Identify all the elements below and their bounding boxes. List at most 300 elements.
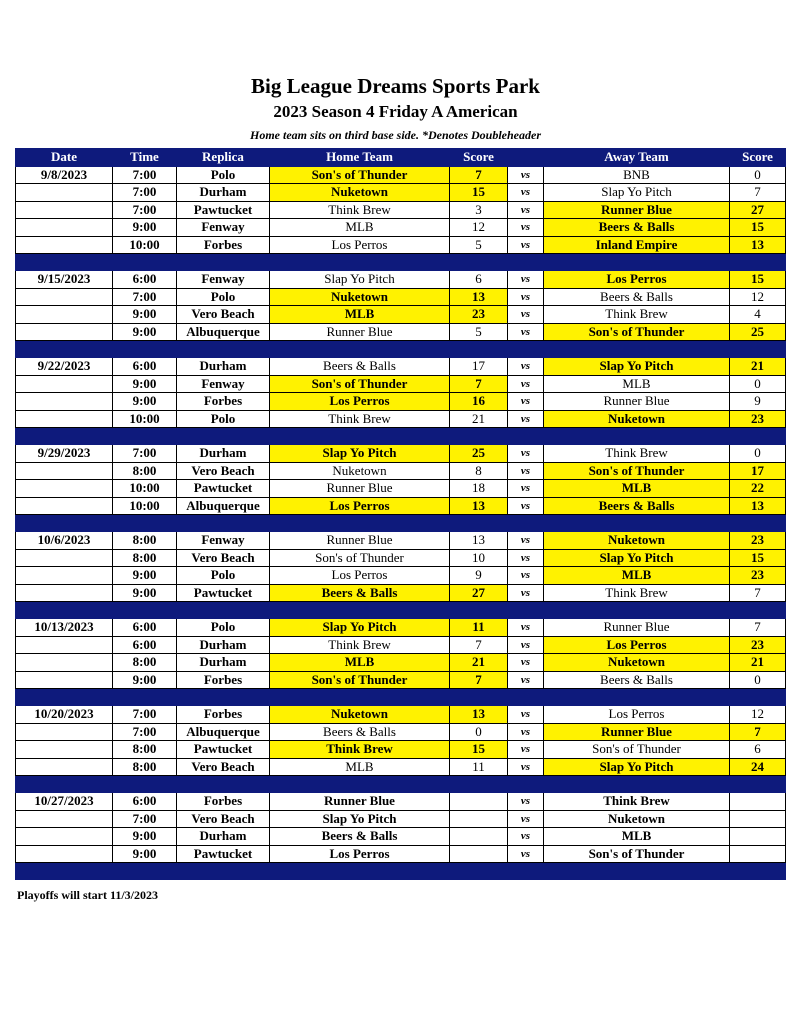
home-team: Slap Yo Pitch — [270, 619, 450, 637]
game-time: 8:00 — [113, 741, 177, 759]
home-score: 11 — [450, 758, 508, 776]
week-separator — [16, 428, 786, 445]
table-row — [16, 584, 786, 602]
away-team: Beers & Balls — [544, 219, 730, 237]
game-date-empty — [16, 393, 113, 411]
field-replica: Forbes — [177, 236, 270, 254]
away-team: Beers & Balls — [544, 497, 730, 515]
home-score: 13 — [450, 706, 508, 724]
field-replica: Polo — [177, 410, 270, 428]
game-time: 9:00 — [113, 306, 177, 324]
col-header-date: Date — [16, 149, 113, 167]
field-replica: Polo — [177, 288, 270, 306]
table-row — [16, 567, 786, 585]
vs-label: vs — [508, 828, 544, 846]
table-row — [16, 201, 786, 219]
away-team: Slap Yo Pitch — [544, 358, 730, 376]
game-date-empty — [16, 375, 113, 393]
away-score: 12 — [730, 288, 786, 306]
table-row — [16, 845, 786, 863]
field-replica: Fenway — [177, 271, 270, 289]
table-row — [16, 323, 786, 341]
home-score: 13 — [450, 497, 508, 515]
vs-label: vs — [508, 497, 544, 515]
away-score: 7 — [730, 584, 786, 602]
field-replica: Forbes — [177, 706, 270, 724]
home-score — [450, 793, 508, 811]
field-replica: Fenway — [177, 375, 270, 393]
away-team: Son's of Thunder — [544, 845, 730, 863]
vs-label: vs — [508, 306, 544, 324]
vs-label: vs — [508, 410, 544, 428]
away-score: 0 — [730, 445, 786, 463]
away-score: 25 — [730, 323, 786, 341]
field-replica: Forbes — [177, 393, 270, 411]
game-date-empty — [16, 549, 113, 567]
table-row — [16, 166, 786, 184]
home-score: 5 — [450, 236, 508, 254]
vs-label: vs — [508, 567, 544, 585]
home-score: 15 — [450, 184, 508, 202]
vs-label: vs — [508, 219, 544, 237]
week-separator — [16, 341, 786, 358]
home-team: MLB — [270, 219, 450, 237]
game-time: 9:00 — [113, 584, 177, 602]
home-score: 7 — [450, 375, 508, 393]
game-date-empty — [16, 636, 113, 654]
home-score: 7 — [450, 166, 508, 184]
away-score: 12 — [730, 706, 786, 724]
table-row — [16, 375, 786, 393]
table-row — [16, 288, 786, 306]
away-score: 4 — [730, 306, 786, 324]
home-score: 8 — [450, 462, 508, 480]
field-replica: Durham — [177, 445, 270, 463]
away-score: 0 — [730, 375, 786, 393]
game-time: 6:00 — [113, 619, 177, 637]
game-time: 8:00 — [113, 758, 177, 776]
home-score: 27 — [450, 584, 508, 602]
home-team: Think Brew — [270, 636, 450, 654]
away-team: Runner Blue — [544, 201, 730, 219]
away-team: Runner Blue — [544, 723, 730, 741]
field-replica: Pawtucket — [177, 201, 270, 219]
vs-label: vs — [508, 288, 544, 306]
home-score: 5 — [450, 323, 508, 341]
game-date-empty — [16, 671, 113, 689]
game-date-empty — [16, 184, 113, 202]
game-date-empty — [16, 201, 113, 219]
field-replica: Durham — [177, 184, 270, 202]
home-team: Slap Yo Pitch — [270, 810, 450, 828]
vs-label: vs — [508, 184, 544, 202]
home-team: Nuketown — [270, 462, 450, 480]
page-title: Big League Dreams Sports Park — [251, 74, 540, 98]
away-score: 23 — [730, 567, 786, 585]
vs-label: vs — [508, 741, 544, 759]
away-team: Los Perros — [544, 271, 730, 289]
field-replica: Durham — [177, 358, 270, 376]
away-score: 23 — [730, 636, 786, 654]
game-time: 7:00 — [113, 201, 177, 219]
away-team: Runner Blue — [544, 393, 730, 411]
home-score: 13 — [450, 288, 508, 306]
home-team: Beers & Balls — [270, 358, 450, 376]
col-header-replica: Replica — [177, 149, 270, 167]
home-score: 12 — [450, 219, 508, 237]
home-team: Beers & Balls — [270, 828, 450, 846]
table-row — [16, 497, 786, 515]
game-date: 9/8/2023 — [16, 166, 113, 184]
vs-label: vs — [508, 462, 544, 480]
away-score: 6 — [730, 741, 786, 759]
away-score — [730, 828, 786, 846]
home-score: 18 — [450, 480, 508, 498]
away-score: 7 — [730, 619, 786, 637]
home-score: 13 — [450, 532, 508, 550]
away-team: Nuketown — [544, 410, 730, 428]
vs-label: vs — [508, 236, 544, 254]
away-score: 23 — [730, 410, 786, 428]
home-team: Beers & Balls — [270, 723, 450, 741]
home-team: Slap Yo Pitch — [270, 445, 450, 463]
home-team: Nuketown — [270, 288, 450, 306]
away-score: 0 — [730, 166, 786, 184]
table-row — [16, 271, 786, 289]
game-time: 6:00 — [113, 636, 177, 654]
table-row — [16, 184, 786, 202]
table-row — [16, 723, 786, 741]
away-team: BNB — [544, 166, 730, 184]
away-team: Son's of Thunder — [544, 462, 730, 480]
away-team: Nuketown — [544, 810, 730, 828]
away-score — [730, 810, 786, 828]
home-score: 15 — [450, 741, 508, 759]
home-team: Think Brew — [270, 201, 450, 219]
away-score: 22 — [730, 480, 786, 498]
game-time: 9:00 — [113, 845, 177, 863]
season-subtitle: 2023 Season 4 Friday A American — [273, 102, 518, 121]
field-replica: Durham — [177, 828, 270, 846]
col-header-away-score: Score — [730, 149, 786, 167]
away-team: Son's of Thunder — [544, 741, 730, 759]
home-team: Nuketown — [270, 706, 450, 724]
vs-label: vs — [508, 636, 544, 654]
table-row — [16, 636, 786, 654]
away-team: Think Brew — [544, 584, 730, 602]
field-replica: Albuquerque — [177, 497, 270, 515]
game-date: 10/20/2023 — [16, 706, 113, 724]
week-separator — [16, 863, 786, 880]
vs-label: vs — [508, 810, 544, 828]
table-row — [16, 532, 786, 550]
field-replica: Pawtucket — [177, 845, 270, 863]
game-date: 9/15/2023 — [16, 271, 113, 289]
game-date: 10/6/2023 — [16, 532, 113, 550]
home-score: 23 — [450, 306, 508, 324]
game-date: 10/13/2023 — [16, 619, 113, 637]
field-replica: Albuquerque — [177, 723, 270, 741]
home-score: 17 — [450, 358, 508, 376]
vs-label: vs — [508, 845, 544, 863]
away-team: Think Brew — [544, 793, 730, 811]
home-team: Nuketown — [270, 184, 450, 202]
away-score: 21 — [730, 358, 786, 376]
table-row — [16, 236, 786, 254]
game-date: 10/27/2023 — [16, 793, 113, 811]
game-date-empty — [16, 810, 113, 828]
vs-label: vs — [508, 480, 544, 498]
table-row — [16, 445, 786, 463]
game-time: 10:00 — [113, 497, 177, 515]
field-replica: Fenway — [177, 532, 270, 550]
away-score: 23 — [730, 532, 786, 550]
vs-label: vs — [508, 723, 544, 741]
field-replica: Vero Beach — [177, 462, 270, 480]
game-time: 6:00 — [113, 793, 177, 811]
home-score: 3 — [450, 201, 508, 219]
game-date-empty — [16, 288, 113, 306]
home-team: Think Brew — [270, 410, 450, 428]
away-team: Slap Yo Pitch — [544, 758, 730, 776]
table-row — [16, 810, 786, 828]
game-date-empty — [16, 410, 113, 428]
home-score: 16 — [450, 393, 508, 411]
home-team: Los Perros — [270, 497, 450, 515]
vs-label: vs — [508, 271, 544, 289]
away-team: Nuketown — [544, 532, 730, 550]
home-team: MLB — [270, 654, 450, 672]
home-team: Runner Blue — [270, 532, 450, 550]
vs-label: vs — [508, 549, 544, 567]
field-replica: Pawtucket — [177, 741, 270, 759]
home-team: Los Perros — [270, 845, 450, 863]
vs-label: vs — [508, 532, 544, 550]
vs-label: vs — [508, 358, 544, 376]
away-team: Beers & Balls — [544, 288, 730, 306]
field-replica: Pawtucket — [177, 480, 270, 498]
home-team: MLB — [270, 306, 450, 324]
table-row — [16, 393, 786, 411]
game-time: 7:00 — [113, 810, 177, 828]
away-score: 27 — [730, 201, 786, 219]
field-replica: Fenway — [177, 219, 270, 237]
game-time: 7:00 — [113, 166, 177, 184]
vs-label: vs — [508, 393, 544, 411]
week-separator — [16, 689, 786, 706]
table-row — [16, 793, 786, 811]
away-score: 9 — [730, 393, 786, 411]
away-score: 15 — [730, 271, 786, 289]
field-replica: Vero Beach — [177, 306, 270, 324]
table-row — [16, 410, 786, 428]
home-score: 0 — [450, 723, 508, 741]
home-team: Los Perros — [270, 567, 450, 585]
game-time: 9:00 — [113, 219, 177, 237]
game-date-empty — [16, 845, 113, 863]
col-header-away-team: Away Team — [544, 149, 730, 167]
game-time: 8:00 — [113, 462, 177, 480]
game-time: 6:00 — [113, 358, 177, 376]
field-replica: Durham — [177, 654, 270, 672]
game-date-empty — [16, 584, 113, 602]
field-replica: Forbes — [177, 671, 270, 689]
home-score: 25 — [450, 445, 508, 463]
field-replica: Vero Beach — [177, 758, 270, 776]
table-row — [16, 706, 786, 724]
home-team: Son's of Thunder — [270, 671, 450, 689]
game-time: 9:00 — [113, 323, 177, 341]
home-score: 11 — [450, 619, 508, 637]
away-team: Slap Yo Pitch — [544, 549, 730, 567]
game-date-empty — [16, 497, 113, 515]
field-replica: Polo — [177, 619, 270, 637]
game-date-empty — [16, 323, 113, 341]
game-date-empty — [16, 219, 113, 237]
game-time: 9:00 — [113, 828, 177, 846]
game-time: 6:00 — [113, 271, 177, 289]
away-team: Think Brew — [544, 445, 730, 463]
game-time: 8:00 — [113, 654, 177, 672]
game-date-empty — [16, 236, 113, 254]
away-score — [730, 845, 786, 863]
home-team: Los Perros — [270, 236, 450, 254]
game-date-empty — [16, 758, 113, 776]
game-date-empty — [16, 480, 113, 498]
away-team: Son's of Thunder — [544, 323, 730, 341]
table-row — [16, 480, 786, 498]
table-row — [16, 741, 786, 759]
vs-label: vs — [508, 793, 544, 811]
home-team-note: Home team sits on third base side. *Denotes Doubleheader — [250, 128, 541, 142]
home-team: Think Brew — [270, 741, 450, 759]
field-replica: Vero Beach — [177, 810, 270, 828]
away-score — [730, 793, 786, 811]
home-score: 10 — [450, 549, 508, 567]
vs-label: vs — [508, 201, 544, 219]
home-score: 9 — [450, 567, 508, 585]
away-score: 15 — [730, 549, 786, 567]
week-separator — [16, 776, 786, 793]
away-team: MLB — [544, 828, 730, 846]
field-replica: Forbes — [177, 793, 270, 811]
away-team: Runner Blue — [544, 619, 730, 637]
away-team: MLB — [544, 567, 730, 585]
away-team: Los Perros — [544, 706, 730, 724]
home-score — [450, 845, 508, 863]
col-header-vs — [508, 149, 544, 167]
game-time: 7:00 — [113, 706, 177, 724]
game-time: 9:00 — [113, 375, 177, 393]
away-team: Think Brew — [544, 306, 730, 324]
away-score: 13 — [730, 497, 786, 515]
home-team: Son's of Thunder — [270, 549, 450, 567]
game-time: 9:00 — [113, 671, 177, 689]
away-team: MLB — [544, 480, 730, 498]
table-row — [16, 671, 786, 689]
home-score — [450, 828, 508, 846]
game-date-empty — [16, 828, 113, 846]
away-score: 7 — [730, 184, 786, 202]
vs-label: vs — [508, 654, 544, 672]
game-date: 9/29/2023 — [16, 445, 113, 463]
table-row — [16, 306, 786, 324]
table-row — [16, 654, 786, 672]
game-time: 10:00 — [113, 236, 177, 254]
field-replica: Albuquerque — [177, 323, 270, 341]
away-team: MLB — [544, 375, 730, 393]
col-header-home-team: Home Team — [270, 149, 450, 167]
away-score: 24 — [730, 758, 786, 776]
table-row — [16, 549, 786, 567]
away-score: 17 — [730, 462, 786, 480]
week-separator — [16, 602, 786, 619]
away-score: 21 — [730, 654, 786, 672]
home-score: 7 — [450, 671, 508, 689]
header-row — [16, 149, 786, 167]
field-replica: Polo — [177, 567, 270, 585]
week-separator — [16, 254, 786, 271]
home-team: Runner Blue — [270, 793, 450, 811]
table-row — [16, 462, 786, 480]
table-row — [16, 358, 786, 376]
game-time: 7:00 — [113, 184, 177, 202]
home-score: 7 — [450, 636, 508, 654]
vs-label: vs — [508, 445, 544, 463]
away-team: Beers & Balls — [544, 671, 730, 689]
away-team: Los Perros — [544, 636, 730, 654]
vs-label: vs — [508, 619, 544, 637]
home-score — [450, 810, 508, 828]
field-replica: Pawtucket — [177, 584, 270, 602]
table-row — [16, 828, 786, 846]
field-replica: Polo — [177, 166, 270, 184]
vs-label: vs — [508, 706, 544, 724]
vs-label: vs — [508, 166, 544, 184]
game-date: 9/22/2023 — [16, 358, 113, 376]
game-time: 7:00 — [113, 723, 177, 741]
game-date-empty — [16, 567, 113, 585]
home-team: Runner Blue — [270, 480, 450, 498]
schedule-body — [16, 166, 786, 880]
home-team: Son's of Thunder — [270, 375, 450, 393]
home-score: 21 — [450, 654, 508, 672]
home-team: MLB — [270, 758, 450, 776]
away-score: 13 — [730, 236, 786, 254]
home-team: Slap Yo Pitch — [270, 271, 450, 289]
game-time: 10:00 — [113, 410, 177, 428]
away-team: Nuketown — [544, 654, 730, 672]
field-replica: Durham — [177, 636, 270, 654]
home-team: Beers & Balls — [270, 584, 450, 602]
game-date-empty — [16, 741, 113, 759]
game-date-empty — [16, 723, 113, 741]
game-date-empty — [16, 654, 113, 672]
vs-label: vs — [508, 375, 544, 393]
away-score: 15 — [730, 219, 786, 237]
table-row — [16, 219, 786, 237]
away-score: 7 — [730, 723, 786, 741]
home-team: Los Perros — [270, 393, 450, 411]
week-separator — [16, 515, 786, 532]
game-time: 8:00 — [113, 532, 177, 550]
game-time: 9:00 — [113, 393, 177, 411]
away-team: Inland Empire — [544, 236, 730, 254]
home-score: 6 — [450, 271, 508, 289]
vs-label: vs — [508, 584, 544, 602]
game-time: 10:00 — [113, 480, 177, 498]
playoffs-note: Playoffs will start 11/3/2023 — [17, 888, 158, 902]
